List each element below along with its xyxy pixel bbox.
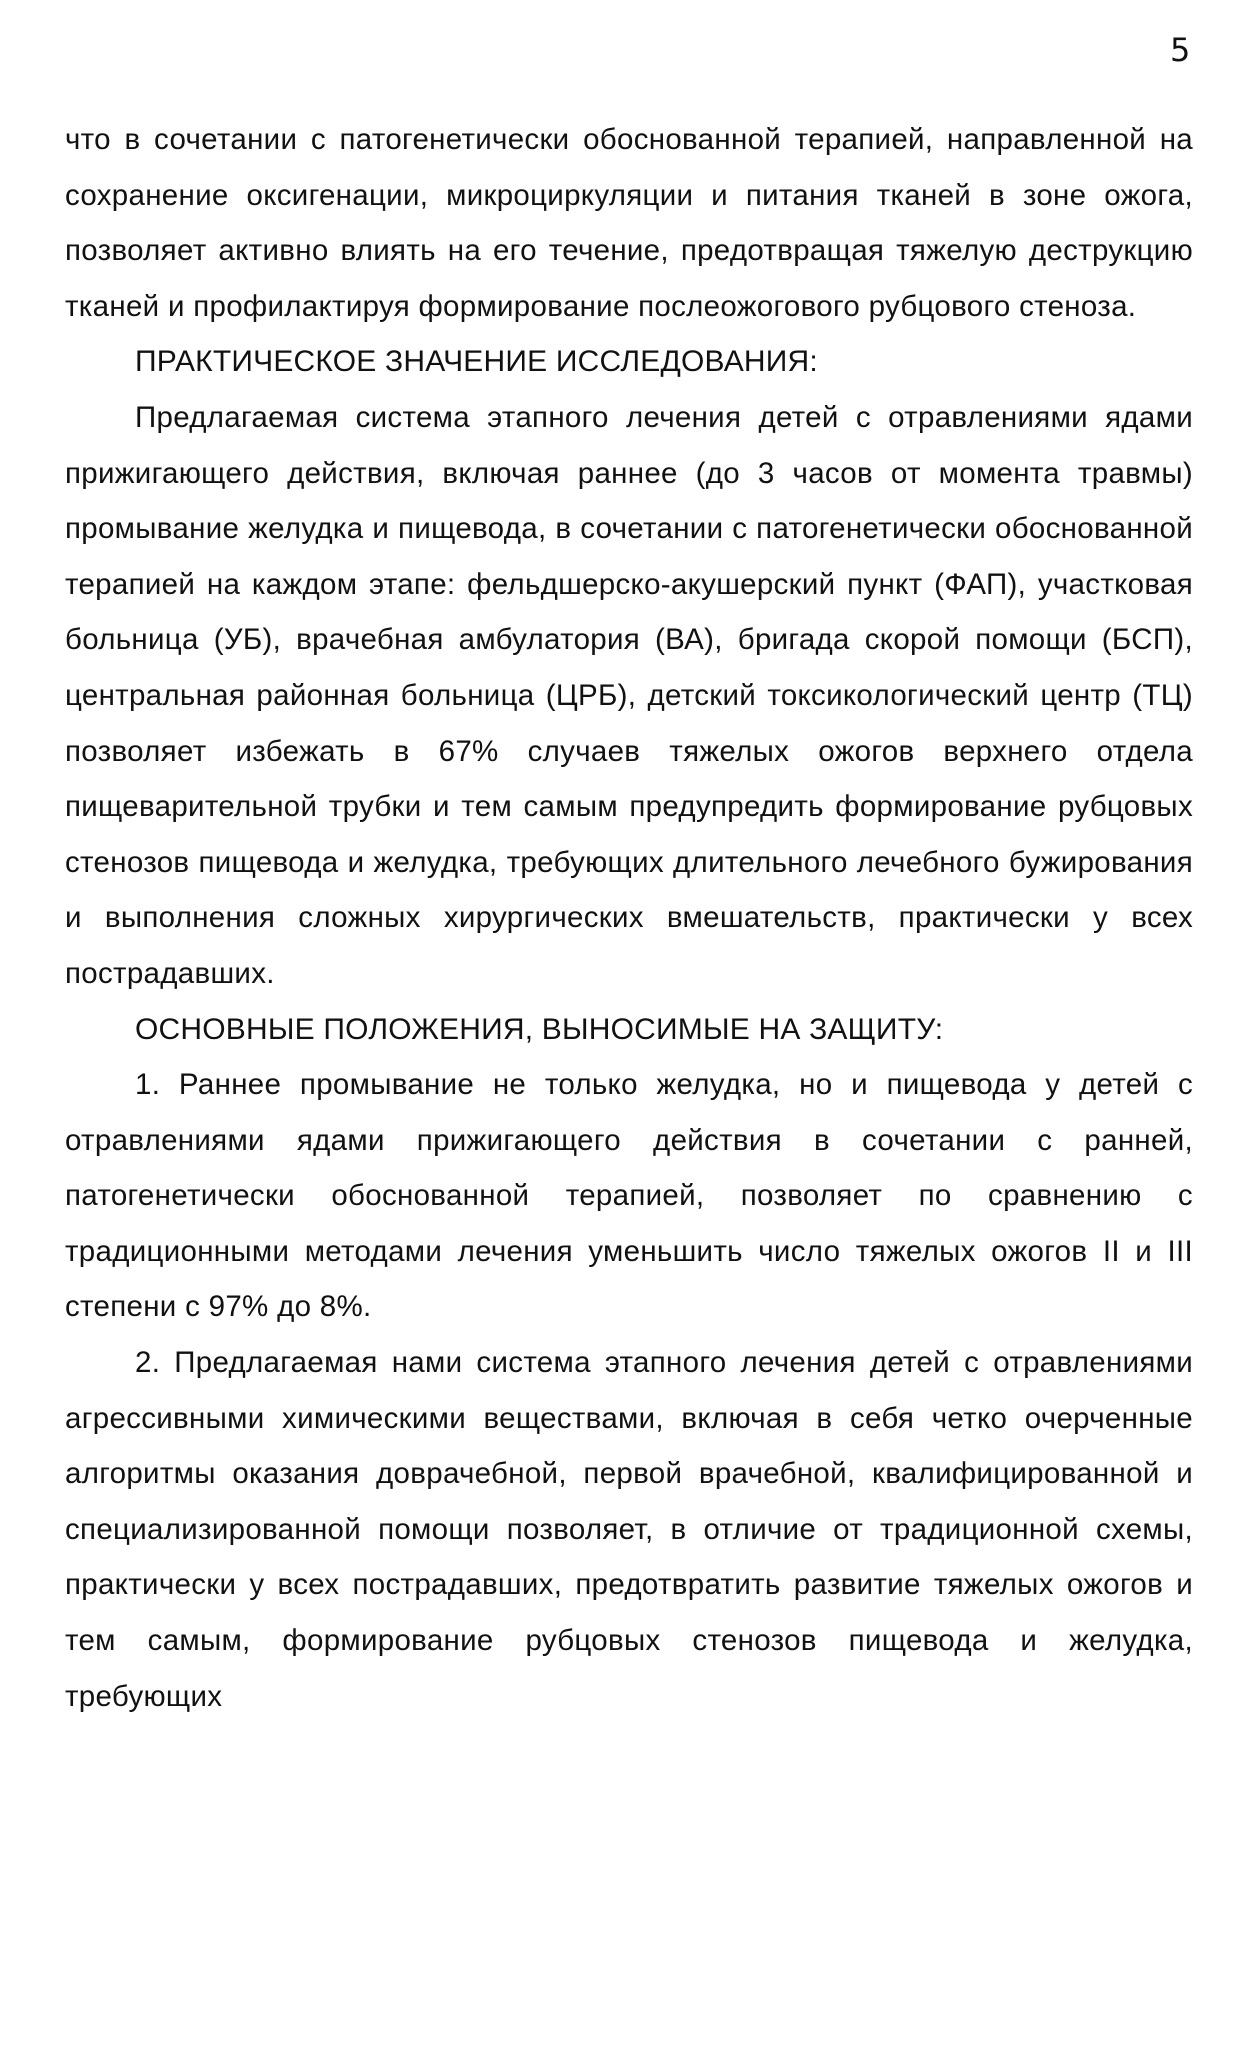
provision-item-2: 2. Предлагаемая нами система этапного лечения детей с отравлениями агрессивными химическими веществами, включая в себя четко очерченные алгоритмы оказания доврачебной, первой врачебной, квалифицированной и специализированной помощи позволяет, в отличие от традиционной схемы, практически у всех пострадавших, предотвратить развитие тяжелых ожогов и тем самым, формирование рубцовых стенозов пищевода и желудка, требующих bbox=[65, 1346, 1193, 1713]
paragraph-practical-significance: Предлагаемая система этапного лечения детей с отравлениями ядами прижигающего действия, включая раннее (до 3 часов от момента травмы) промывание желудка и пищевода, в сочетании с патогенетически обоснованной терапией на каждом этапе: фельдшерско-акушерский пункт (ФАП), участковая больница (УБ), врачебная амбулатория (ВА), бригада скорой помощи (БСП), центральная районная больница (ЦРБ), детский токсикологический центр (ТЦ) позволяет избежать в 67% случаев тяжелых ожогов верхнего отдела пищеварительной трубки и тем самым предупредить формирование рубцовых стенозов пищевода и желудка, требующих длительного лечебного бужирования и выполнения сложных хирургических вмешательств, практически у всех пострадавших. bbox=[65, 400, 1193, 990]
paragraph-continuation: что в сочетании с патогенетически обоснованной терапией, направленной на сохранение оксигенации, микроциркуляции и питания тканей в зоне ожога, позволяет активно влиять на его течение, предотвращая тяжелую деструкцию тканей и профилактируя формирование послеожогового рубцового стеноза. bbox=[65, 123, 1193, 323]
provision-item-1: 1. Раннее промывание не только желудка, но и пищевода у детей с отравлениями ядами прижигающего действия в сочетании с ранней, патогенетически обоснованной терапией, позволяет по сравнению с традиционными методами лечения уменьшить число тяжелых ожогов II и III степени с 97% до 8%. bbox=[65, 1068, 1193, 1324]
page-number: 5 bbox=[1170, 31, 1191, 69]
document-body bbox=[65, 112, 1193, 1724]
section-heading-practical-significance: ПРАКТИЧЕСКОЕ ЗНАЧЕНИЕ ИССЛЕДОВАНИЯ: bbox=[135, 345, 818, 379]
section-heading-main-provisions: ОСНОВНЫЕ ПОЛОЖЕНИЯ, ВЫНОСИМЫЕ НА ЗАЩИТУ: bbox=[135, 1012, 944, 1046]
